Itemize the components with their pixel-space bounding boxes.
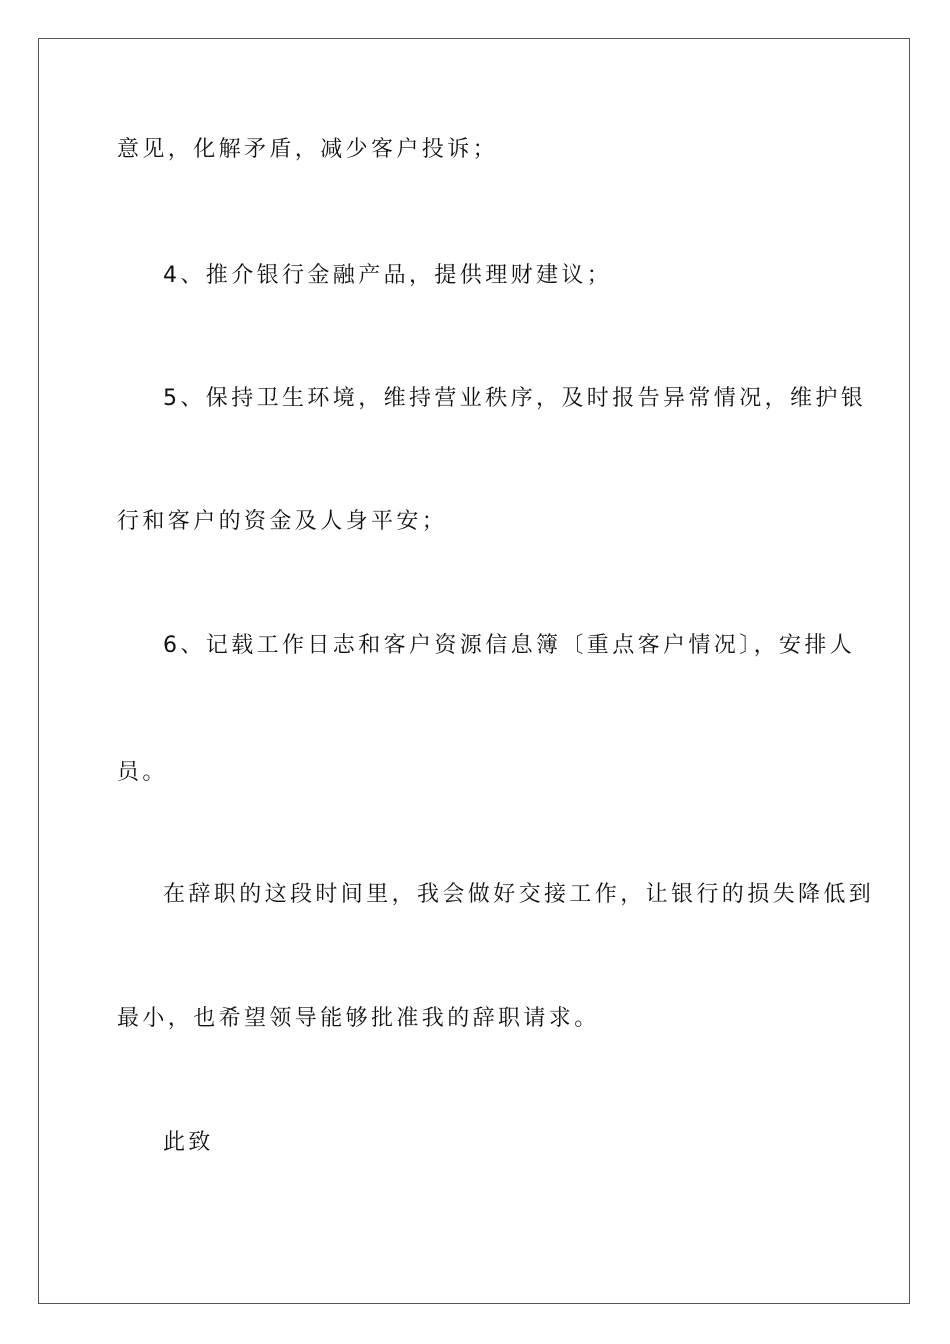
text-line-5: 6、记载工作日志和客户资源信息簿〔重点客户情况〕，安排人 [163, 633, 856, 658]
text-line-8: 最小，也希望领导能够批准我的辞职请求。 [117, 1006, 600, 1031]
text-line-2: 4、推介银行金融产品，提供理财建议； [163, 263, 613, 288]
text-line-6: 员。 [117, 760, 168, 785]
text-line-3: 5、保持卫生环境，维持营业秩序，及时报告异常情况，维护银 [163, 386, 867, 411]
page-frame [38, 38, 910, 1304]
text-line-4: 行和客户的资金及人身平安； [117, 509, 448, 534]
text-line-7: 在辞职的这段时间里，我会做好交接工作，让银行的损失降低到 [163, 882, 875, 907]
text-line-1: 意见，化解矛盾，减少客户投诉； [117, 137, 499, 162]
closing-salutation: 此致 [163, 1130, 214, 1155]
